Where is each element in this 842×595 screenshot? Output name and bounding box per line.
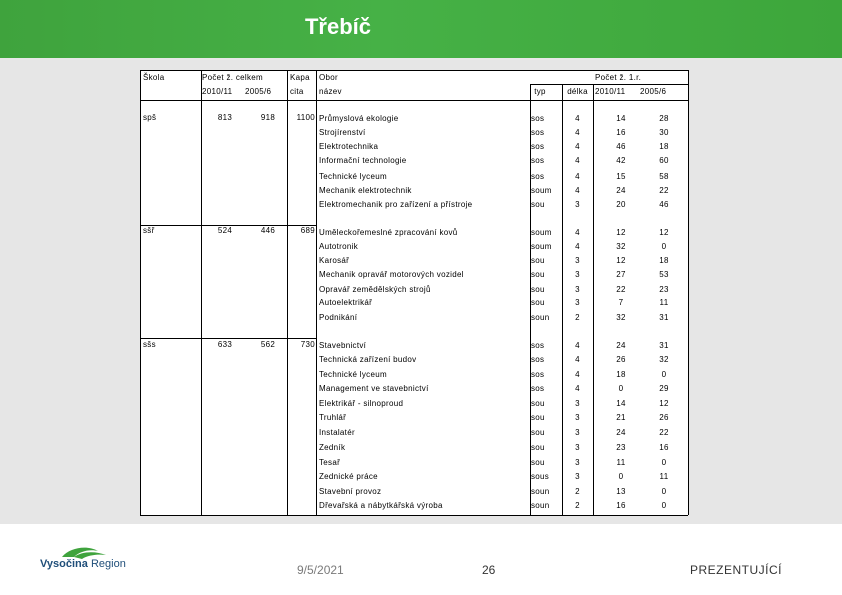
grid-line <box>530 84 688 85</box>
obor-name: Opravář zemědělských strojů <box>319 285 431 294</box>
obor-delka: 4 <box>575 370 580 379</box>
obor-2010: 12 <box>616 228 626 237</box>
obor-name: Zednické práce <box>319 472 378 481</box>
header-total-2010: 2010/11 <box>202 87 233 96</box>
obor-2005: 31 <box>659 341 669 350</box>
obor-2010: 7 <box>618 298 624 307</box>
obor-2010: 22 <box>616 285 626 294</box>
school-total-2005: 446 <box>260 226 276 235</box>
obor-name: Instalatér <box>319 428 355 437</box>
obor-name: Autoelektrikář <box>319 298 373 307</box>
school-name: sšs <box>143 340 156 349</box>
obor-2005: 16 <box>659 443 669 452</box>
obor-name: Elektrikář - silnoproud <box>319 399 404 408</box>
obor-typ: sou <box>531 413 545 422</box>
obor-2010: 0 <box>618 384 624 393</box>
school-total-2010: 633 <box>217 340 233 349</box>
obor-delka: 4 <box>575 228 580 237</box>
obor-delka: 4 <box>575 355 580 364</box>
obor-delka: 4 <box>575 172 580 181</box>
header-1r-2005: 2005/6 <box>640 87 667 96</box>
obor-name: Technické lyceum <box>319 370 387 379</box>
obor-2005: 29 <box>659 384 669 393</box>
obor-typ: soun <box>531 313 550 322</box>
obor-typ: sos <box>531 114 545 123</box>
obor-typ: sou <box>531 298 545 307</box>
table-right-border <box>688 70 689 515</box>
obor-2010: 21 <box>616 413 626 422</box>
obor-typ: sos <box>531 128 545 137</box>
obor-2005: 23 <box>659 285 669 294</box>
obor-2005: 30 <box>659 128 669 137</box>
obor-2010: 12 <box>616 256 626 265</box>
grid-line <box>287 70 288 515</box>
obor-2010: 13 <box>616 487 626 496</box>
page-number: 26 <box>482 563 496 577</box>
header-kapacita-1: Kapa <box>290 73 310 82</box>
obor-delka: 3 <box>575 298 580 307</box>
obor-2010: 20 <box>616 200 626 209</box>
obor-2010: 26 <box>616 355 626 364</box>
obor-typ: soun <box>531 501 550 510</box>
obor-delka: 3 <box>575 428 580 437</box>
obor-delka: 3 <box>575 458 580 467</box>
obor-name: Průmyslová ekologie <box>319 114 399 123</box>
obor-name: Zedník <box>319 443 346 452</box>
obor-name: Dřevařská a nábytkářská výroba <box>319 501 443 510</box>
logo-text-regular: Region <box>90 558 126 570</box>
obor-2010: 42 <box>616 156 626 165</box>
header-delka: délka <box>567 87 588 96</box>
obor-2005: 11 <box>659 472 669 481</box>
obor-name: Technické lyceum <box>319 172 387 181</box>
obor-2010: 32 <box>616 242 626 251</box>
obor-delka: 4 <box>575 341 580 350</box>
obor-2010: 24 <box>616 428 626 437</box>
footer-date: 9/5/2021 <box>297 563 344 577</box>
obor-name: Management ve stavebnictví <box>319 384 429 393</box>
obor-typ: sou <box>531 399 545 408</box>
obor-2010: 32 <box>616 313 626 322</box>
header-kapacita-2: cita <box>290 87 304 96</box>
obor-delka: 4 <box>575 186 580 195</box>
obor-2010: 23 <box>616 443 626 452</box>
obor-name: Strojírenství <box>319 128 366 137</box>
obor-name: Informační technologie <box>319 156 407 165</box>
school-name: spš <box>143 113 157 122</box>
group-separator <box>140 338 316 339</box>
obor-name: Mechanik elektrotechnik <box>319 186 412 195</box>
obor-delka: 3 <box>575 443 580 452</box>
obor-2010: 14 <box>616 114 626 123</box>
grid-line <box>593 84 594 515</box>
obor-delka: 3 <box>575 399 580 408</box>
school-capacity: 689 <box>300 226 315 235</box>
obor-2005: 12 <box>659 228 669 237</box>
obor-name: Elektromechanik pro zařízení a přístroje <box>319 200 473 209</box>
obor-2005: 22 <box>659 428 669 437</box>
obor-name: Podnikání <box>319 313 358 322</box>
obor-name: Mechanik opravář motorových vozidel <box>319 270 464 279</box>
obor-typ: sos <box>531 156 545 165</box>
school-total-2010: 813 <box>217 113 233 122</box>
logo-text-bold: Vysočina <box>40 558 88 570</box>
table-top-border <box>140 70 688 71</box>
obor-name: Truhlář <box>319 413 347 422</box>
slide-title: Třebíč <box>304 14 372 39</box>
obor-2010: 24 <box>616 341 626 350</box>
footer-presenter: PREZENTUJÍCÍ <box>690 563 783 577</box>
obor-delka: 4 <box>575 142 580 151</box>
obor-typ: sos <box>531 370 545 379</box>
obor-2005: 0 <box>661 487 667 496</box>
obor-delka: 4 <box>575 242 580 251</box>
obor-2010: 46 <box>616 142 626 151</box>
obor-2010: 18 <box>616 370 626 379</box>
obor-delka: 2 <box>575 487 580 496</box>
table-left-border <box>140 70 141 515</box>
obor-typ: sou <box>531 285 545 294</box>
school-total-2005: 918 <box>260 113 276 122</box>
obor-2005: 28 <box>659 114 669 123</box>
obor-2005: 11 <box>659 298 669 307</box>
obor-2005: 18 <box>659 142 669 151</box>
obor-2010: 0 <box>618 472 624 481</box>
grid-line <box>316 70 317 515</box>
obor-2005: 12 <box>659 399 669 408</box>
obor-delka: 2 <box>575 313 580 322</box>
school-total-2005: 562 <box>260 340 276 349</box>
obor-name: Stavebnictví <box>319 341 367 350</box>
header-skola: Škola <box>143 73 165 82</box>
obor-delka: 4 <box>575 128 580 137</box>
obor-name: Elektrotechnika <box>319 142 379 151</box>
obor-2010: 16 <box>616 128 626 137</box>
obor-2005: 26 <box>659 413 669 422</box>
obor-typ: soum <box>531 186 552 195</box>
header-total-2005: 2005/6 <box>245 87 272 96</box>
obor-delka: 3 <box>575 472 580 481</box>
header-nazev: název <box>319 87 342 96</box>
obor-2010: 16 <box>616 501 626 510</box>
obor-2005: 31 <box>659 313 669 322</box>
obor-2005: 32 <box>659 355 669 364</box>
obor-2010: 24 <box>616 186 626 195</box>
obor-2005: 58 <box>659 172 669 181</box>
obor-2005: 22 <box>659 186 669 195</box>
obor-delka: 3 <box>575 413 580 422</box>
header-1r-2010: 2010/11 <box>595 87 626 96</box>
obor-2010: 11 <box>616 458 626 467</box>
obor-2005: 0 <box>661 370 667 379</box>
header-typ: typ <box>534 87 546 96</box>
obor-typ: sou <box>531 428 545 437</box>
school-capacity: 1100 <box>296 113 315 122</box>
data-table <box>140 70 688 515</box>
obor-2005: 53 <box>659 270 669 279</box>
header-pocet-1r: Počet ž. 1.r. <box>595 73 642 82</box>
obor-2010: 14 <box>616 399 626 408</box>
obor-typ: soum <box>531 228 552 237</box>
obor-name: Stavební provoz <box>319 487 382 496</box>
obor-2010: 27 <box>616 270 626 279</box>
obor-delka: 3 <box>575 200 580 209</box>
obor-delka: 2 <box>575 501 580 510</box>
obor-typ: sou <box>531 443 545 452</box>
school-capacity: 730 <box>300 340 315 349</box>
obor-2005: 0 <box>661 501 667 510</box>
obor-2005: 46 <box>659 200 669 209</box>
obor-typ: soum <box>531 242 552 251</box>
obor-typ: sous <box>531 472 550 481</box>
obor-typ: sos <box>531 341 545 350</box>
obor-delka: 4 <box>575 156 580 165</box>
obor-2005: 0 <box>661 458 667 467</box>
header-obor: Obor <box>319 73 338 82</box>
obor-name: Technická zařízení budov <box>319 355 417 364</box>
obor-2010: 15 <box>616 172 626 181</box>
obor-delka: 4 <box>575 384 580 393</box>
obor-name: Karosář <box>319 256 350 265</box>
obor-delka: 4 <box>575 114 580 123</box>
obor-typ: soun <box>531 487 550 496</box>
school-name: sšř <box>143 226 155 235</box>
obor-typ: sou <box>531 270 545 279</box>
table-bottom-border <box>140 515 688 516</box>
header-bottom-border <box>140 100 688 101</box>
logo-wordmark <box>40 558 126 570</box>
obor-typ: sos <box>531 172 545 181</box>
obor-typ: sou <box>531 458 545 467</box>
obor-typ: sos <box>531 142 545 151</box>
obor-2005: 0 <box>661 242 667 251</box>
school-total-2010: 524 <box>217 226 233 235</box>
obor-2005: 60 <box>659 156 669 165</box>
obor-typ: sou <box>531 256 545 265</box>
obor-typ: sos <box>531 355 545 364</box>
obor-delka: 3 <box>575 285 580 294</box>
obor-typ: sos <box>531 384 545 393</box>
obor-2005: 18 <box>659 256 669 265</box>
obor-name: Autotronik <box>319 242 359 251</box>
obor-delka: 3 <box>575 256 580 265</box>
header-pocet-celkem: Počet ž. celkem <box>202 73 263 82</box>
obor-name: Tesař <box>319 458 341 467</box>
grid-line <box>201 70 202 515</box>
obor-delka: 3 <box>575 270 580 279</box>
obor-typ: sou <box>531 200 545 209</box>
obor-name: Uměleckořemeslné zpracování kovů <box>319 228 458 237</box>
